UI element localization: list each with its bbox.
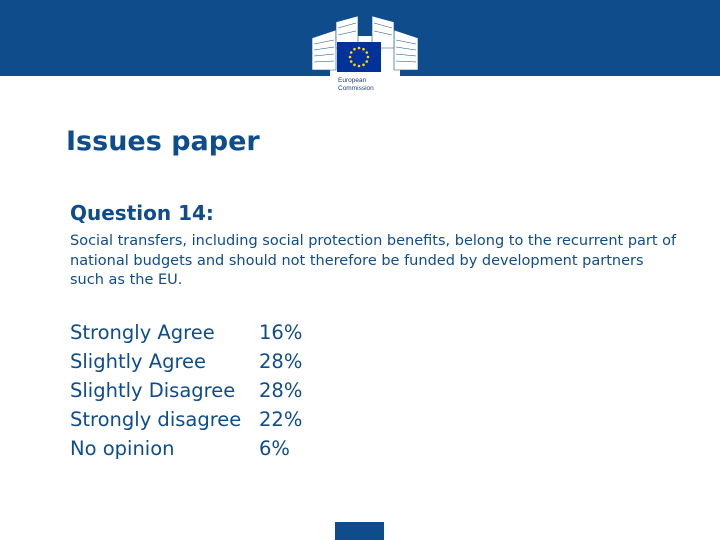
- result-row: [70, 376, 330, 405]
- result-row: [70, 347, 330, 376]
- result-row: [70, 405, 330, 434]
- european-commission-logo: [306, 8, 424, 100]
- results-list: [70, 318, 330, 463]
- eu-flag-icon: [337, 42, 381, 72]
- result-label: Strongly disagree: [70, 408, 242, 431]
- result-row: [70, 434, 330, 463]
- result-value: 6%: [259, 437, 290, 460]
- result-value: 22%: [259, 408, 303, 431]
- result-label: Slightly Agree: [70, 350, 207, 373]
- result-value: 28%: [259, 379, 303, 402]
- result-row: [70, 318, 330, 347]
- question-label: Question 14:: [70, 201, 214, 225]
- result-value: 16%: [259, 321, 303, 344]
- logo-text-commission: Commission: [338, 85, 374, 92]
- footer-accent-bar: [335, 522, 384, 540]
- logo-text-european: European: [338, 77, 367, 84]
- result-label: Slightly Disagree: [70, 379, 236, 402]
- slide-title: Issues paper: [66, 126, 260, 157]
- result-label: Strongly Agree: [70, 321, 215, 344]
- question-text: Social transfers, including social protection benefits, belong to the recurrent part of national budgets and should not therefore be funded by development partners such as the EU.: [70, 233, 677, 288]
- result-value: 28%: [259, 350, 303, 373]
- result-label: No opinion: [70, 437, 175, 460]
